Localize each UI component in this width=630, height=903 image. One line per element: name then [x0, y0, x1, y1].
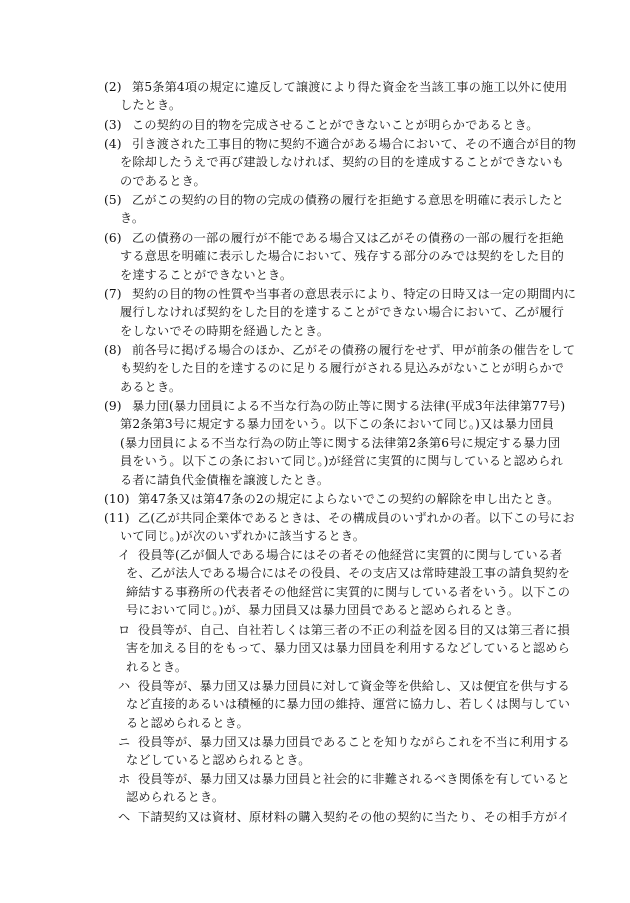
- clause-number: (4): [104, 137, 122, 151]
- clause-number: (8): [104, 343, 122, 357]
- clause-text-line: 第2条第3号に規定する暴力団をいう。以下この条において同じ。)又は暴力団員: [120, 417, 555, 431]
- clause-text-line: 員をいう。以下この条において同じ。)が経営に実質的に関与していると認められ: [120, 454, 563, 468]
- clause-text-line: 役員等が、自己、自社若しくは第三者の不正の利益を図る目的又は第三者に損: [138, 623, 570, 637]
- clause-text-line: 役員等が、暴力団又は暴力団員と社会的に非難されるべき関係を有していると: [138, 772, 570, 786]
- clause-text-line: あるとき。: [120, 380, 182, 394]
- clause-number: (6): [104, 231, 122, 245]
- clause-text-line: 役員等(乙が個人である場合にはその者その他経営に実質的に関与している者: [138, 548, 563, 562]
- sub-clause-marker: ニ: [118, 735, 131, 749]
- sub-clause-marker: ハ: [118, 679, 131, 693]
- clause-text-line: 締結する事務所の代表者その他経営に実質的に関与している者をいう。以下この: [126, 585, 571, 599]
- clause-text-line: いて同じ。)が次のいずれかに該当するとき。: [120, 529, 366, 543]
- clause-text-line: る者に請負代金債権を譲渡したとき。: [120, 473, 330, 487]
- clause-text-line: 暴力団(暴力団員による不当な行為の防止等に関する法律(平成3年法律第77号): [132, 399, 566, 413]
- clause-text-line: など直接的あるいは積極的に暴力団の維持、運営に協力し、若しくは関与してい: [126, 697, 571, 711]
- clause-text-line: 契約の目的物の性質や当事者の意思表示により、特定の日時又は一定の期間内に: [132, 287, 577, 301]
- clause-text-line: を達することができないとき。: [120, 268, 293, 282]
- clause-number: (2): [104, 80, 122, 94]
- clause-text-line: も契約をした目的を達するのに足りる履行がされる見込みがないことが明らかで: [120, 361, 565, 375]
- sub-clause-marker: イ: [118, 548, 131, 562]
- clause-text-line: 前各号に掲げる場合のほか、乙がその債務の履行をせず、甲が前条の催告をして: [132, 343, 576, 357]
- clause-text-line: 第5条第4項の規定に違反して譲渡により得た資金を当該工事の施工以外に使用: [132, 80, 568, 94]
- clause-text-line: 履行しなければ契約をした目的を達することができない場合において、乙が履行: [120, 305, 564, 319]
- clause-text-line: れるとき。: [126, 660, 188, 674]
- sub-clause-marker: ヘ: [118, 810, 131, 824]
- clause-number: (9): [104, 399, 122, 413]
- clause-text-line: 号において同じ。)が、暴力団員又は暴力団員であると認められるとき。: [126, 603, 520, 617]
- clause-number: (7): [104, 287, 122, 301]
- clause-text-line: をしないでその時期を経過したとき。: [120, 324, 330, 338]
- clause-number: (11): [104, 511, 130, 525]
- clause-number: (10): [104, 492, 130, 506]
- clause-text-line: 第47条又は第47条の2の規定によらないでこの契約の解除を申し出たとき。: [138, 492, 560, 506]
- clause-number: (5): [104, 193, 122, 207]
- clause-text-line: 害を加える目的をもって、暴力団又は暴力団員を利用するなどしていると認めら: [126, 641, 570, 655]
- clause-text-line: する意思を明確に表示した場合において、残存する部分のみでは契約をした目的: [120, 249, 564, 263]
- clause-text-line: ると認められるとき。: [126, 716, 249, 730]
- clause-text-line: 役員等が、暴力団又は暴力団員に対して資金等を供給し、又は便宜を供与する: [138, 679, 570, 693]
- clause-text-line: などしていると認められるとき。: [126, 753, 311, 767]
- clause-text-line: 乙(乙が共同企業体であるときは、その構成員のいずれかの者。以下この号にお: [138, 511, 575, 525]
- clause-text-line: 下請契約又は資材、原材料の購入契約その他の契約に当たり、その相手方がイ: [138, 810, 570, 824]
- clause-text-line: この契約の目的物を完成させることができないことが明らかであるとき。: [132, 118, 539, 132]
- clause-text-line: 認められるとき。: [126, 790, 225, 804]
- clause-text-line: を除却したうえで再び建設しなければ、契約の目的を達成することができないも: [120, 155, 565, 169]
- clause-text-line: き。: [120, 211, 145, 225]
- clause-number: (3): [104, 118, 122, 132]
- clause-text-line: 乙がこの契約の目的物の完成の債務の履行を拒絶する意思を明確に表示したと: [132, 193, 564, 207]
- clause-text-line: 引き渡された工事目的物に契約不適合がある場合において、その不適合が目的物: [132, 137, 576, 151]
- clause-text-line: 乙の債務の一部の履行が不能である場合又は乙がその債務の一部の履行を拒絶: [132, 231, 564, 245]
- clause-text-line: を、乙が法人である場合にはその役員、その支店又は常時建設工事の請負契約を: [126, 566, 571, 580]
- clause-text-line: したとき。: [120, 98, 182, 112]
- clause-text-line: のであるとき。: [120, 174, 206, 188]
- sub-clause-marker: ロ: [118, 623, 131, 637]
- sub-clause-marker: ホ: [118, 772, 131, 786]
- clause-text-line: 役員等が、暴力団又は暴力団員であることを知りながらこれを不当に利用する: [138, 735, 570, 749]
- clause-text-line: (暴力団員による不当な行為の防止等に関する法律第2条第6号に規定する暴力団: [120, 436, 561, 450]
